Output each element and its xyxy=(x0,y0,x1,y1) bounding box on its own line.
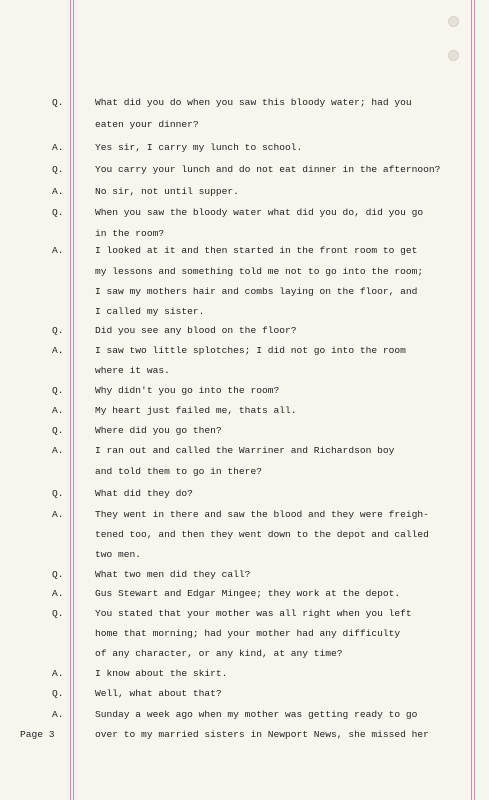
transcript-text: Sunday a week ago when my mother was getting ready to go xyxy=(95,709,418,720)
transcript-line xyxy=(0,384,489,398)
transcript-text: tened too, and then they went down to the depot and called xyxy=(95,529,429,540)
transcript-text: Did you see any blood on the floor? xyxy=(95,325,297,336)
transcript-line xyxy=(0,528,489,542)
transcript-text: You stated that your mother was all right when you left xyxy=(95,608,412,619)
speaker-marker: Q. xyxy=(52,207,64,218)
transcript-text: Why didn't you go into the room? xyxy=(95,385,280,396)
transcript-line xyxy=(0,141,489,155)
transcript-line xyxy=(0,548,489,562)
speaker-marker: A. xyxy=(52,186,64,197)
transcript-line xyxy=(0,444,489,458)
speaker-marker: A. xyxy=(52,509,64,520)
transcript-line xyxy=(0,487,489,501)
transcript-text: I ran out and called the Warriner and Richardson boy xyxy=(95,445,395,456)
transcript-text: of any character, or any kind, at any time? xyxy=(95,648,343,659)
transcript-line xyxy=(0,96,489,110)
transcript-line xyxy=(0,227,489,241)
punch-hole xyxy=(448,50,459,61)
transcript-text: in the room? xyxy=(95,228,165,239)
transcript-line xyxy=(0,404,489,418)
transcript-line xyxy=(0,728,489,742)
transcript-text: I called my sister. xyxy=(95,306,205,317)
transcript-text: I saw two little splotches; I did not go into the room xyxy=(95,345,406,356)
transcript-line xyxy=(0,185,489,199)
transcript-text: Yes sir, I carry my lunch to school. xyxy=(95,142,303,153)
transcript-text: Gus Stewart and Edgar Mingee; they work at the depot. xyxy=(95,588,401,599)
punch-hole xyxy=(448,16,459,27)
speaker-marker: Q. xyxy=(52,488,64,499)
transcript-line xyxy=(0,667,489,681)
transcript-text: eaten your dinner? xyxy=(95,119,199,130)
speaker-marker: A. xyxy=(52,709,64,720)
transcript-line xyxy=(0,118,489,132)
speaker-marker: Q. xyxy=(52,569,64,580)
transcript-line xyxy=(0,364,489,378)
transcript-text: When you saw the bloody water what did you do, did you go xyxy=(95,207,424,218)
page-number: Page 3 xyxy=(20,729,55,740)
speaker-marker: A. xyxy=(52,588,64,599)
speaker-marker: Q. xyxy=(52,608,64,619)
transcript-line xyxy=(0,265,489,279)
transcript-text: No sir, not until supper. xyxy=(95,186,239,197)
transcript-text: Where did you go then? xyxy=(95,425,222,436)
speaker-marker: A. xyxy=(52,668,64,679)
transcript-line xyxy=(0,508,489,522)
transcript-line xyxy=(0,305,489,319)
transcript-line xyxy=(0,568,489,582)
transcript-text: My heart just failed me, thats all. xyxy=(95,405,297,416)
transcript-line xyxy=(0,687,489,701)
transcript-line xyxy=(0,344,489,358)
transcript-text: two men. xyxy=(95,549,142,560)
transcript-line xyxy=(0,244,489,258)
speaker-marker: A. xyxy=(52,245,64,256)
transcript-line xyxy=(0,647,489,661)
transcript-text: You carry your lunch and do not eat dinner in the afternoon? xyxy=(95,164,441,175)
transcript-text: What did you do when you saw this bloody water; had you xyxy=(95,97,412,108)
speaker-marker: Q. xyxy=(52,688,64,699)
transcript-line xyxy=(0,708,489,722)
transcript-text: I looked at it and then started in the front room to get xyxy=(95,245,418,256)
speaker-marker: A. xyxy=(52,405,64,416)
transcript-line xyxy=(0,587,489,601)
transcript-text: and told them to go in there? xyxy=(95,466,262,477)
transcript-line xyxy=(0,607,489,621)
transcript-text: my lessons and something told me not to go into the room; xyxy=(95,266,424,277)
transcript-line xyxy=(0,285,489,299)
transcript-text: home that morning; had your mother had any difficulty xyxy=(95,628,401,639)
transcript-text: They went in there and saw the blood and they were freigh- xyxy=(95,509,429,520)
speaker-marker: A. xyxy=(52,445,64,456)
speaker-marker: A. xyxy=(52,142,64,153)
transcript-line xyxy=(0,424,489,438)
transcript-line xyxy=(0,627,489,641)
transcript-text: over to my married sisters in Newport News, she missed her xyxy=(95,729,429,740)
transcript-line xyxy=(0,465,489,479)
transcript-text: I saw my mothers hair and combs laying on the floor, and xyxy=(95,286,418,297)
speaker-marker: A. xyxy=(52,345,64,356)
transcript-line xyxy=(0,206,489,220)
transcript-text: What did they do? xyxy=(95,488,193,499)
transcript-text: I know about the skirt. xyxy=(95,668,228,679)
speaker-marker: Q. xyxy=(52,164,64,175)
speaker-marker: Q. xyxy=(52,325,64,336)
speaker-marker: Q. xyxy=(52,425,64,436)
speaker-marker: Q. xyxy=(52,97,64,108)
transcript-text: where it was. xyxy=(95,365,170,376)
transcript-line xyxy=(0,163,489,177)
transcript-line xyxy=(0,324,489,338)
transcript-text: What two men did they call? xyxy=(95,569,251,580)
speaker-marker: Q. xyxy=(52,385,64,396)
transcript-text: Well, what about that? xyxy=(95,688,222,699)
